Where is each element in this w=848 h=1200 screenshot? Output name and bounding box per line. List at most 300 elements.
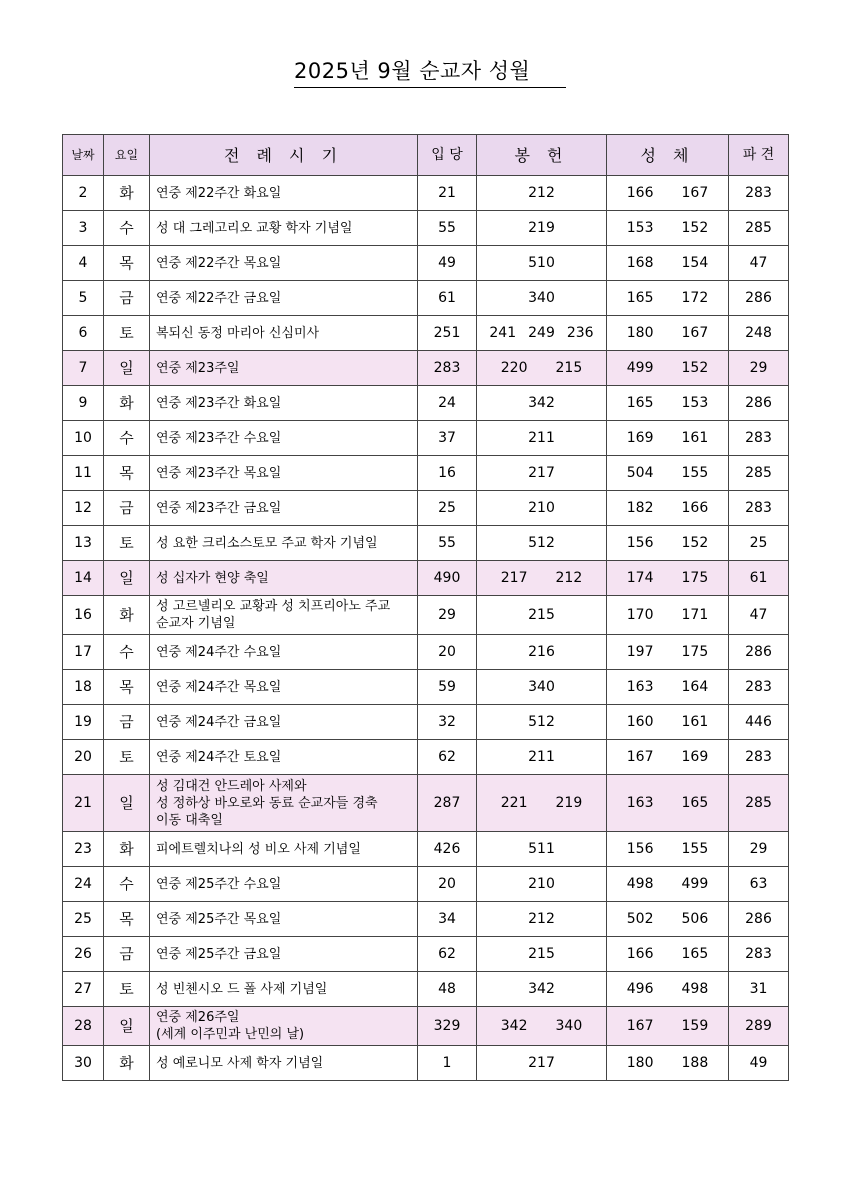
header-weekday: 요일 xyxy=(104,135,150,176)
cell-offertory xyxy=(477,705,607,740)
cell-entrance: 287 xyxy=(418,775,477,832)
cell-communion-value: 166 xyxy=(626,945,654,962)
cell-offertory-value: 342 xyxy=(528,980,555,997)
cell-weekday: 토 xyxy=(104,740,150,775)
cell-communion-value: 170 xyxy=(626,606,654,623)
cell-entrance: 62 xyxy=(418,937,477,972)
table-row xyxy=(63,491,789,526)
cell-date: 7 xyxy=(63,351,104,386)
cell-communion-value: 168 xyxy=(626,254,654,271)
cell-date: 10 xyxy=(63,421,104,456)
cell-communion xyxy=(607,1046,729,1081)
cell-communion-value: 496 xyxy=(626,980,654,997)
cell-entrance: 1 xyxy=(418,1046,477,1081)
cell-offertory-value: 219 xyxy=(555,794,583,811)
cell-communion-value: 156 xyxy=(626,534,654,551)
cell-communion-value: 159 xyxy=(681,1017,709,1034)
cell-entrance: 426 xyxy=(418,832,477,867)
cell-entrance: 32 xyxy=(418,705,477,740)
cell-dismissal: 283 xyxy=(729,491,789,526)
cell-date: 21 xyxy=(63,775,104,832)
cell-liturgy xyxy=(150,246,418,281)
cell-offertory-value: 212 xyxy=(528,184,555,201)
cell-date: 13 xyxy=(63,526,104,561)
cell-date: 3 xyxy=(63,211,104,246)
cell-communion xyxy=(607,561,729,596)
cell-communion-value: 152 xyxy=(681,359,709,376)
cell-communion xyxy=(607,937,729,972)
cell-offertory-value: 512 xyxy=(528,534,555,551)
cell-offertory-value: 342 xyxy=(528,394,555,411)
cell-offertory xyxy=(477,316,607,351)
cell-liturgy xyxy=(150,670,418,705)
cell-communion xyxy=(607,740,729,775)
cell-liturgy xyxy=(150,1046,418,1081)
cell-offertory xyxy=(477,832,607,867)
cell-date: 5 xyxy=(63,281,104,316)
cell-communion-value: 163 xyxy=(626,678,654,695)
cell-communion-value: 163 xyxy=(626,794,654,811)
cell-entrance: 62 xyxy=(418,740,477,775)
cell-communion xyxy=(607,902,729,937)
cell-communion xyxy=(607,635,729,670)
cell-liturgy xyxy=(150,937,418,972)
hymn-schedule-table xyxy=(62,134,789,1081)
liturgy-line: 연중 제24주간 토요일 xyxy=(156,749,282,765)
liturgy-line: 순교자 기념일 xyxy=(156,616,236,631)
cell-communion xyxy=(607,867,729,902)
cell-weekday: 화 xyxy=(104,832,150,867)
cell-liturgy xyxy=(150,421,418,456)
cell-entrance: 283 xyxy=(418,351,477,386)
cell-liturgy xyxy=(150,491,418,526)
cell-communion xyxy=(607,832,729,867)
cell-dismissal: 286 xyxy=(729,902,789,937)
cell-entrance: 55 xyxy=(418,526,477,561)
cell-date: 12 xyxy=(63,491,104,526)
cell-offertory xyxy=(477,775,607,832)
cell-communion-value: 498 xyxy=(681,980,709,997)
cell-weekday: 화 xyxy=(104,176,150,211)
cell-communion-value: 165 xyxy=(681,794,709,811)
cell-weekday: 수 xyxy=(104,867,150,902)
cell-communion-value: 169 xyxy=(626,429,654,446)
cell-weekday: 화 xyxy=(104,596,150,635)
cell-offertory xyxy=(477,972,607,1007)
table-row xyxy=(63,456,789,491)
cell-communion-value: 167 xyxy=(626,1017,654,1034)
table-row xyxy=(63,316,789,351)
cell-weekday: 금 xyxy=(104,937,150,972)
cell-offertory-value: 211 xyxy=(528,429,555,446)
cell-date: 28 xyxy=(63,1007,104,1046)
cell-weekday: 일 xyxy=(104,351,150,386)
cell-date: 11 xyxy=(63,456,104,491)
cell-entrance: 55 xyxy=(418,211,477,246)
table-row xyxy=(63,176,789,211)
liturgy-line: 연중 제23주간 목요일 xyxy=(156,465,282,481)
cell-entrance: 29 xyxy=(418,596,477,635)
cell-entrance: 490 xyxy=(418,561,477,596)
cell-communion-value: 154 xyxy=(681,254,709,271)
cell-dismissal: 25 xyxy=(729,526,789,561)
cell-weekday: 수 xyxy=(104,211,150,246)
cell-entrance: 49 xyxy=(418,246,477,281)
cell-offertory xyxy=(477,740,607,775)
cell-communion-value: 165 xyxy=(626,394,654,411)
cell-offertory xyxy=(477,867,607,902)
liturgy-line: 연중 제23주일 xyxy=(156,360,240,376)
table-row xyxy=(63,211,789,246)
cell-offertory xyxy=(477,670,607,705)
cell-date: 20 xyxy=(63,740,104,775)
cell-offertory xyxy=(477,421,607,456)
table-row xyxy=(63,351,789,386)
table-row xyxy=(63,1007,789,1046)
liturgy-line: 성 정하상 바오로와 동료 순교자들 경축 xyxy=(156,795,378,811)
cell-communion xyxy=(607,456,729,491)
cell-offertory-value: 210 xyxy=(528,875,555,892)
cell-offertory-value: 217 xyxy=(500,569,528,586)
cell-offertory-value: 211 xyxy=(528,748,555,765)
cell-communion-value: 161 xyxy=(681,429,709,446)
cell-liturgy xyxy=(150,867,418,902)
cell-communion-value: 161 xyxy=(681,713,709,730)
cell-communion-value: 160 xyxy=(626,713,654,730)
liturgy-line: 성 빈첸시오 드 폴 사제 기념일 xyxy=(156,981,328,997)
cell-communion xyxy=(607,705,729,740)
cell-liturgy xyxy=(150,561,418,596)
cell-offertory-value: 236 xyxy=(566,324,594,341)
cell-offertory-value: 512 xyxy=(528,713,555,730)
cell-dismissal: 285 xyxy=(729,456,789,491)
liturgy-line: 연중 제23주간 수요일 xyxy=(156,430,282,446)
cell-weekday: 화 xyxy=(104,386,150,421)
cell-dismissal: 286 xyxy=(729,635,789,670)
cell-offertory-value: 215 xyxy=(528,945,555,962)
cell-date: 17 xyxy=(63,635,104,670)
cell-liturgy xyxy=(150,456,418,491)
cell-communion-value: 165 xyxy=(626,289,654,306)
cell-communion xyxy=(607,246,729,281)
cell-offertory xyxy=(477,902,607,937)
table-row xyxy=(63,867,789,902)
header-communion: 성 체 xyxy=(607,135,729,176)
cell-date: 18 xyxy=(63,670,104,705)
cell-weekday: 일 xyxy=(104,561,150,596)
cell-liturgy xyxy=(150,832,418,867)
liturgy-line: 복되신 동정 마리아 신심미사 xyxy=(156,325,320,341)
cell-communion xyxy=(607,211,729,246)
cell-dismissal: 285 xyxy=(729,775,789,832)
cell-communion-value: 167 xyxy=(681,184,709,201)
cell-offertory-value: 215 xyxy=(528,606,555,623)
cell-date: 14 xyxy=(63,561,104,596)
cell-offertory xyxy=(477,1007,607,1046)
cell-communion-value: 180 xyxy=(626,324,654,341)
cell-weekday: 금 xyxy=(104,491,150,526)
cell-communion-value: 167 xyxy=(626,748,654,765)
cell-weekday: 화 xyxy=(104,1046,150,1081)
cell-date: 25 xyxy=(63,902,104,937)
cell-offertory-value: 342 xyxy=(500,1017,528,1034)
cell-liturgy xyxy=(150,176,418,211)
cell-offertory-value: 340 xyxy=(528,678,555,695)
cell-communion-value: 164 xyxy=(681,678,709,695)
liturgy-line: (세계 이주민과 난민의 날) xyxy=(156,1027,305,1042)
liturgy-line: 연중 제24주간 목요일 xyxy=(156,679,282,695)
cell-communion-value: 499 xyxy=(681,875,709,892)
cell-entrance: 48 xyxy=(418,972,477,1007)
cell-offertory xyxy=(477,596,607,635)
cell-offertory-value: 216 xyxy=(528,643,555,660)
cell-liturgy xyxy=(150,281,418,316)
table-row xyxy=(63,635,789,670)
cell-communion xyxy=(607,386,729,421)
cell-offertory-value: 241 xyxy=(489,324,517,341)
cell-communion-value: 153 xyxy=(626,219,654,236)
cell-communion-value: 171 xyxy=(681,606,709,623)
header-offertory: 봉 헌 xyxy=(477,135,607,176)
cell-weekday: 일 xyxy=(104,1007,150,1046)
cell-dismissal: 29 xyxy=(729,832,789,867)
cell-communion-value: 152 xyxy=(681,534,709,551)
cell-offertory xyxy=(477,1046,607,1081)
cell-offertory xyxy=(477,937,607,972)
liturgy-line: 성 요한 크리소스토모 주교 학자 기념일 xyxy=(156,535,378,551)
cell-dismissal: 29 xyxy=(729,351,789,386)
cell-liturgy xyxy=(150,705,418,740)
cell-dismissal: 47 xyxy=(729,596,789,635)
liturgy-line: 연중 제24주간 금요일 xyxy=(156,714,282,730)
cell-entrance: 34 xyxy=(418,902,477,937)
cell-communion xyxy=(607,316,729,351)
table-row xyxy=(63,526,789,561)
liturgy-line: 연중 제22주간 화요일 xyxy=(156,185,282,201)
table-row xyxy=(63,561,789,596)
cell-communion-value: 504 xyxy=(626,464,654,481)
cell-communion-value: 165 xyxy=(681,945,709,962)
cell-weekday: 목 xyxy=(104,456,150,491)
table-row xyxy=(63,740,789,775)
cell-offertory xyxy=(477,526,607,561)
cell-offertory xyxy=(477,561,607,596)
cell-communion-value: 172 xyxy=(681,289,709,306)
cell-date: 19 xyxy=(63,705,104,740)
cell-communion xyxy=(607,1007,729,1046)
cell-communion-value: 499 xyxy=(626,359,654,376)
cell-dismissal: 283 xyxy=(729,670,789,705)
cell-date: 2 xyxy=(63,176,104,211)
cell-dismissal: 286 xyxy=(729,386,789,421)
cell-offertory xyxy=(477,281,607,316)
cell-liturgy xyxy=(150,1007,418,1046)
cell-offertory-value: 217 xyxy=(528,464,555,481)
cell-entrance: 20 xyxy=(418,867,477,902)
cell-date: 4 xyxy=(63,246,104,281)
cell-liturgy xyxy=(150,972,418,1007)
cell-offertory-value: 249 xyxy=(528,324,555,341)
cell-entrance: 59 xyxy=(418,670,477,705)
cell-entrance: 20 xyxy=(418,635,477,670)
header-dismissal: 파 견 xyxy=(729,135,789,176)
cell-offertory-value: 219 xyxy=(528,219,555,236)
cell-entrance: 24 xyxy=(418,386,477,421)
cell-liturgy xyxy=(150,316,418,351)
table-row xyxy=(63,1046,789,1081)
cell-weekday: 일 xyxy=(104,775,150,832)
cell-communion-value: 498 xyxy=(626,875,654,892)
page-title: 2025년 9월 순교자 성월 xyxy=(294,55,566,88)
cell-liturgy xyxy=(150,211,418,246)
cell-communion xyxy=(607,281,729,316)
cell-offertory-value: 340 xyxy=(555,1017,583,1034)
cell-entrance: 61 xyxy=(418,281,477,316)
cell-entrance: 37 xyxy=(418,421,477,456)
cell-communion-value: 197 xyxy=(626,643,654,660)
liturgy-line: 성 대 그레고리오 교황 학자 기념일 xyxy=(156,220,353,236)
cell-date: 30 xyxy=(63,1046,104,1081)
cell-dismissal: 286 xyxy=(729,281,789,316)
cell-offertory xyxy=(477,456,607,491)
cell-communion xyxy=(607,176,729,211)
cell-communion-value: 188 xyxy=(681,1054,709,1071)
cell-date: 23 xyxy=(63,832,104,867)
cell-communion xyxy=(607,421,729,456)
cell-communion-value: 174 xyxy=(626,569,654,586)
liturgy-line: 연중 제25주간 수요일 xyxy=(156,876,282,892)
cell-communion xyxy=(607,351,729,386)
table-row xyxy=(63,775,789,832)
cell-date: 26 xyxy=(63,937,104,972)
liturgy-line: 피에트렐치나의 성 비오 사제 기념일 xyxy=(156,841,361,857)
cell-date: 9 xyxy=(63,386,104,421)
table-row xyxy=(63,596,789,635)
table-row xyxy=(63,386,789,421)
cell-offertory-value: 510 xyxy=(528,254,555,271)
cell-offertory xyxy=(477,211,607,246)
cell-communion-value: 169 xyxy=(681,748,709,765)
liturgy-line: 연중 제26주일 xyxy=(156,1010,240,1025)
cell-date: 27 xyxy=(63,972,104,1007)
cell-dismissal: 446 xyxy=(729,705,789,740)
table-row xyxy=(63,972,789,1007)
cell-communion xyxy=(607,775,729,832)
cell-dismissal: 289 xyxy=(729,1007,789,1046)
cell-communion-value: 155 xyxy=(681,840,709,857)
cell-entrance: 16 xyxy=(418,456,477,491)
cell-offertory-value: 210 xyxy=(528,499,555,516)
cell-communion-value: 502 xyxy=(626,910,654,927)
cell-communion-value: 152 xyxy=(681,219,709,236)
liturgy-line: 연중 제25주간 금요일 xyxy=(156,946,282,962)
cell-dismissal: 248 xyxy=(729,316,789,351)
cell-dismissal: 63 xyxy=(729,867,789,902)
cell-offertory xyxy=(477,246,607,281)
cell-dismissal: 283 xyxy=(729,937,789,972)
cell-date: 16 xyxy=(63,596,104,635)
cell-dismissal: 49 xyxy=(729,1046,789,1081)
liturgy-line: 이동 대축일 xyxy=(156,812,223,828)
cell-entrance: 21 xyxy=(418,176,477,211)
liturgy-line: 연중 제22주간 목요일 xyxy=(156,255,282,271)
cell-dismissal: 31 xyxy=(729,972,789,1007)
cell-entrance: 329 xyxy=(418,1007,477,1046)
cell-communion-value: 506 xyxy=(681,910,709,927)
cell-entrance: 251 xyxy=(418,316,477,351)
header-date: 날짜 xyxy=(63,135,104,176)
cell-offertory-value: 220 xyxy=(500,359,528,376)
liturgy-line: 연중 제23주간 화요일 xyxy=(156,395,282,411)
cell-weekday: 목 xyxy=(104,902,150,937)
cell-liturgy xyxy=(150,596,418,635)
cell-entrance: 25 xyxy=(418,491,477,526)
liturgy-line: 연중 제25주간 목요일 xyxy=(156,911,282,927)
cell-offertory xyxy=(477,635,607,670)
cell-communion xyxy=(607,670,729,705)
cell-weekday: 수 xyxy=(104,635,150,670)
cell-offertory xyxy=(477,386,607,421)
cell-communion-value: 175 xyxy=(681,569,709,586)
cell-communion-value: 167 xyxy=(681,324,709,341)
cell-communion-value: 166 xyxy=(626,184,654,201)
liturgy-line: 성 십자가 현양 축일 xyxy=(156,570,269,586)
cell-weekday: 금 xyxy=(104,281,150,316)
cell-communion-value: 166 xyxy=(681,499,709,516)
cell-weekday: 금 xyxy=(104,705,150,740)
liturgy-line: 연중 제24주간 수요일 xyxy=(156,644,282,660)
cell-liturgy xyxy=(150,635,418,670)
cell-offertory xyxy=(477,491,607,526)
cell-dismissal: 283 xyxy=(729,740,789,775)
cell-dismissal: 283 xyxy=(729,421,789,456)
cell-communion xyxy=(607,972,729,1007)
liturgy-line: 성 예로니모 사제 학자 기념일 xyxy=(156,1055,324,1071)
liturgy-line: 성 김대건 안드레아 사제와 xyxy=(156,778,307,794)
cell-weekday: 토 xyxy=(104,316,150,351)
cell-dismissal: 285 xyxy=(729,211,789,246)
liturgy-line: 연중 제22주간 금요일 xyxy=(156,290,282,306)
cell-offertory-value: 340 xyxy=(528,289,555,306)
cell-weekday: 토 xyxy=(104,526,150,561)
cell-communion xyxy=(607,596,729,635)
cell-liturgy xyxy=(150,351,418,386)
table-row xyxy=(63,832,789,867)
cell-communion-value: 180 xyxy=(626,1054,654,1071)
cell-dismissal: 61 xyxy=(729,561,789,596)
cell-date: 6 xyxy=(63,316,104,351)
cell-liturgy xyxy=(150,740,418,775)
table-row xyxy=(63,937,789,972)
cell-weekday: 수 xyxy=(104,421,150,456)
cell-communion-value: 153 xyxy=(681,394,709,411)
cell-offertory-value: 221 xyxy=(500,794,528,811)
cell-offertory-value: 511 xyxy=(528,840,555,857)
table-row xyxy=(63,902,789,937)
cell-communion-value: 175 xyxy=(681,643,709,660)
cell-communion-value: 156 xyxy=(626,840,654,857)
cell-offertory xyxy=(477,351,607,386)
header-row xyxy=(63,135,789,176)
cell-offertory-value: 215 xyxy=(555,359,583,376)
cell-date: 24 xyxy=(63,867,104,902)
table-row xyxy=(63,281,789,316)
header-entrance: 입 당 xyxy=(418,135,477,176)
cell-liturgy xyxy=(150,775,418,832)
cell-liturgy xyxy=(150,386,418,421)
liturgy-line: 연중 제23주간 금요일 xyxy=(156,500,282,516)
cell-communion xyxy=(607,491,729,526)
